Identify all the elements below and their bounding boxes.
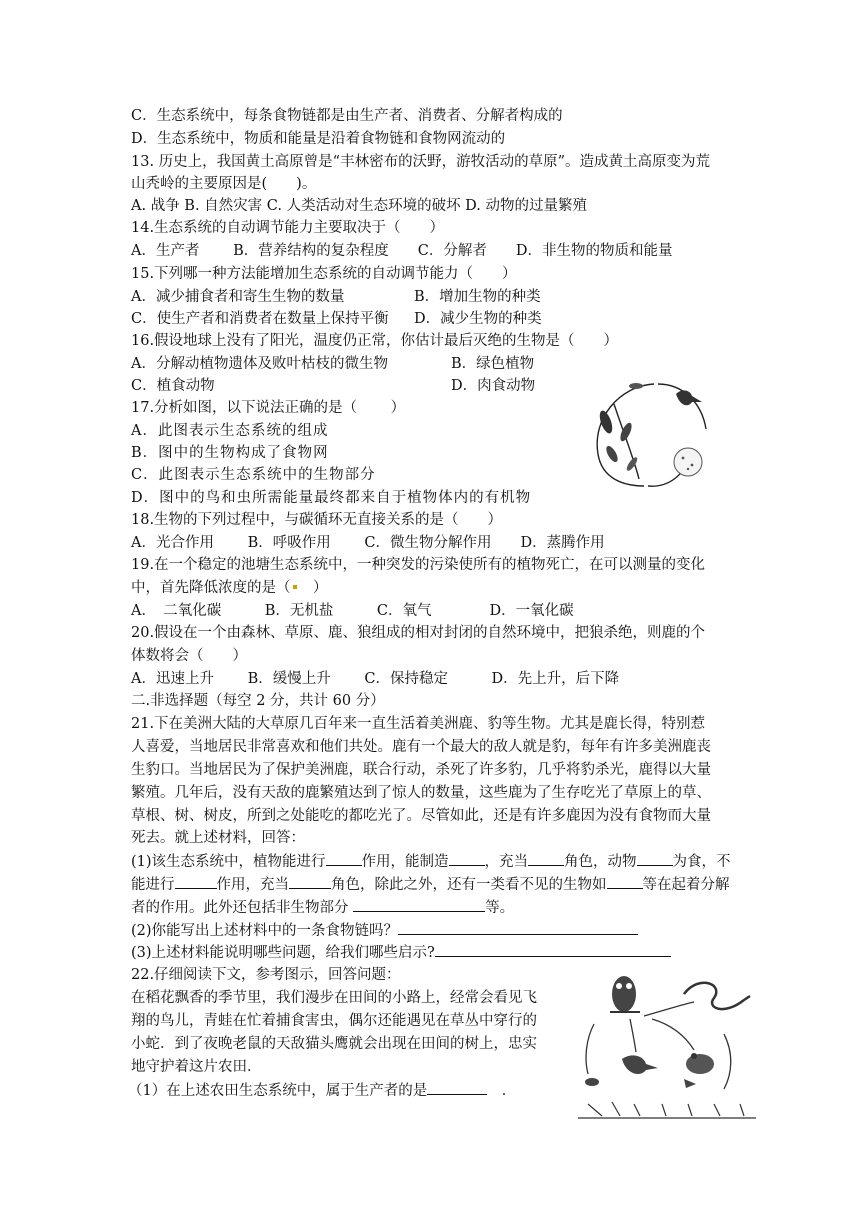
q12-option-c: C．生态系统中，每条食物链都是由生产者、消费者、分解者构成的	[131, 108, 563, 124]
answer-blank[interactable]	[607, 874, 643, 889]
q22-part1: （1）在上述农田生态系统中，属于生产者的是 ．	[128, 1080, 516, 1102]
q22-para-line1: 在稻花飘香的季节里，我们漫步在田间的小路上，经常会看见飞	[131, 990, 537, 1006]
q16-option-c: C．植食动物	[131, 378, 215, 394]
q17-option-d: D．图中的鸟和虫所需能量最终都来自于植物体内的有机物	[131, 490, 532, 506]
answer-blank[interactable]	[427, 1080, 487, 1095]
q20-stem: 20.假设在一个由森林、草原、鹿、狼组成的相对封闭的自然环境中，把狼杀绝，则鹿的个	[131, 625, 706, 641]
plant-stem	[614, 404, 639, 479]
q13-options: A. 战争 B. 自然灾害 C. 人类活动对生态环境的破坏 D. 动物的过量繁殖	[131, 198, 588, 214]
q21-part2: (2)你能写出上述材料中的一条食物链吗？	[131, 920, 638, 942]
answer-blank[interactable]	[353, 897, 485, 912]
q16-option-b: B．绿色植物	[451, 356, 535, 372]
q21-part3: (3)上述材料能说明哪些问题，给我们哪些启示?	[131, 942, 671, 964]
q19-stem-cont: 中，首先降低浓度的是（ ）	[131, 580, 328, 596]
answer-blank[interactable]	[289, 874, 331, 889]
q21-part1-line2: 能进行 作用，充当 角色，除此之外，还有一类看不见的生物如 等在起着分解	[131, 874, 730, 896]
food-web-arrow	[652, 1019, 694, 1050]
q21-para-line1: 21.下在美洲大陆的大草原几百年来一直生活着美洲鹿、豹等生物。尤其是鹿长得，特别惹	[131, 716, 706, 732]
q16-stem: 16.假设地球上没有了阳光，温度仍正常，你估计最后灭绝的生物是（ ）	[131, 333, 619, 349]
q14-stem: 14.生态系统的自动调节能力主要取决于（ ）	[131, 220, 445, 236]
q20-options: A．迅速上升 B．缓慢上升 C．保持稳定 D．先上升，后下降	[131, 671, 620, 687]
q19-stem: 19.在一个稳定的池塘生态系统中，一种突发的污染使所有的植物死亡，在可以测量的变化	[131, 557, 706, 573]
q21-para-line3: 生豹口。当地居民为了保护美洲鹿，联合行动，杀死了许多豹，几乎将豹杀光，鹿得以大量	[131, 762, 711, 778]
q22-figure-farmland-food-web	[574, 964, 760, 1136]
q18-stem: 18.生物的下列过程中，与碳循环无直接关系的是（ ）	[131, 512, 503, 528]
q16-option-a: A．分解动植物遗体及败叶枯枝的微生物	[131, 356, 388, 372]
bird-icon	[676, 390, 702, 405]
plant-leaf-icon	[597, 409, 615, 435]
q19-options: A． 二氧化碳 B．无机盐 C．氧气 D．一氧化碳	[131, 603, 574, 619]
insect-icon	[684, 1079, 696, 1088]
answer-blank[interactable]	[435, 942, 671, 957]
bird-icon	[622, 1055, 658, 1074]
answer-blank[interactable]	[449, 851, 485, 866]
q17-figure-ecosystem-cycle	[584, 374, 724, 494]
food-web-arrow	[630, 1019, 636, 1052]
q21-para-line4: 繁殖。几年后，没有天敌的鹿繁殖达到了惊人的数量，这些鹿为了生存吃光了草原上的草、	[131, 785, 711, 801]
q21-para-line6: 死去。就上述材料，回答：	[131, 830, 305, 846]
q20-stem-cont: 体数将会（ ）	[131, 648, 247, 664]
q21-part1-line3: 者的作用。此外还包括非生物部分 等。	[131, 897, 514, 919]
q12-option-d: D．生态系统中，物质和能量是沿着食物链和食物网流动的	[131, 131, 506, 147]
q16-option-d: D．肉食动物	[451, 378, 536, 394]
answer-blank[interactable]	[398, 920, 638, 935]
food-web-arrow	[586, 1024, 594, 1074]
q15-stem: 15.下列哪一种方法能增加生态系统的自动调节能力（ ）	[131, 266, 517, 282]
q21-para-line2: 人喜爱，当地居民非常喜欢和他们共处。鹿有一个最大的敌人就是豹，每年有许多美洲鹿丧	[131, 739, 711, 755]
q17-option-c: C．此图表示生态系统中的生物部分	[131, 467, 376, 483]
insect-icon	[629, 383, 643, 389]
mouse-icon	[585, 1078, 599, 1086]
answer-blank[interactable]	[326, 851, 362, 866]
q15-option-d: D．减少生物的种类	[414, 311, 542, 327]
q17-stem: 17.分析如图，以下说法正确的是（ ）	[131, 400, 406, 416]
q15-option-c: C．使生产者和消费者在数量上保持平衡	[131, 311, 389, 327]
q22-para-line2: 翔的鸟儿，青蛙在忙着捕食害虫，偶尔还能遇见在草丛中穿行的	[131, 1013, 537, 1029]
q22-para-line4: 地守护着这片农田．	[131, 1059, 262, 1075]
section-2-heading: 二.非选择题（每空 2 分，共计 60 分）	[131, 693, 385, 709]
q18-options: A．光合作用 B．呼吸作用 C．微生物分解作用 D．蒸腾作用	[131, 535, 605, 551]
answer-blank[interactable]	[528, 851, 564, 866]
q13-stem: 13. 历史上，我国黄土高原曾是“丰林密布的沃野，游牧活动的草原”。造成黄土高原变为荒	[131, 154, 710, 170]
q14-options: A．生产者 B．营养结构的复杂程度 C．分解者 D．非生物的物质和能量	[131, 243, 673, 259]
answer-blank[interactable]	[175, 874, 217, 889]
answer-blank[interactable]	[637, 851, 673, 866]
plant-leaf-icon	[604, 444, 620, 464]
q17-option-b: B．图中的生物构成了食物网	[131, 445, 329, 461]
snake-icon	[684, 983, 750, 1009]
food-web-arrow	[644, 1002, 694, 1016]
food-web-arrow	[724, 1034, 731, 1089]
q17-option-a: A．此图表示生态系统的组成	[131, 423, 329, 439]
q21-para-line5: 草根、树、树皮，所到之处能吃的都吃光了。尽管如此，还是有许多鹿因为没有食物而大量	[131, 808, 711, 824]
owl-icon	[612, 976, 636, 1012]
q21-part1-line1: (1)该生态系统中，植物能进行 作用，能制造 ，充当 角色，动物 为食，不	[131, 851, 731, 873]
q22-stem: 22.仔细阅读下文，参考图示，回答问题：	[131, 967, 401, 983]
q15-option-a: A．减少捕食者和寄生生物的数量	[131, 289, 345, 305]
q13-stem-cont: 山秃岭的主要原因是( )。	[131, 176, 317, 192]
frog-icon	[686, 1054, 714, 1074]
microbe-circle-icon	[674, 448, 702, 476]
q15-option-b: B．增加生物的种类	[414, 289, 541, 305]
marker-dot	[293, 585, 297, 589]
q22-para-line3: 小蛇．到了夜晚老鼠的天敌猫头鹰就会出现在田间的树上，忠实	[131, 1036, 537, 1052]
grass-icon	[588, 1102, 744, 1116]
